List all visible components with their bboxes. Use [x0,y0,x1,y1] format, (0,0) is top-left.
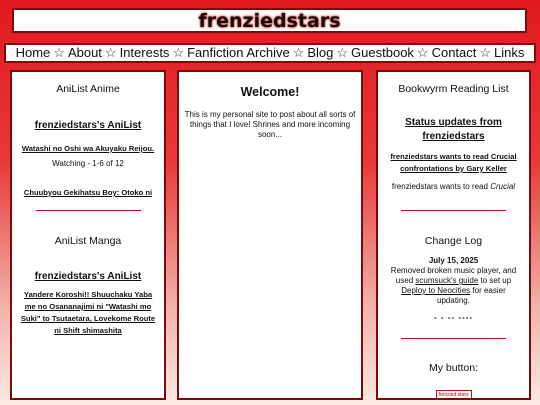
nav-blog[interactable]: Blog [307,45,334,60]
welcome-body: This is my personal site to post about all sorts of things that I love! Shrines and more incoming soon... [184,110,356,139]
anilist-anime-heading: AniList Anime [56,83,120,95]
nav-separator: ☆ [53,45,65,60]
my-button-heading: My button: [428,362,479,374]
section-divider [401,338,506,339]
changelog-entry [378,266,529,306]
changelog-text-mid: to set up [480,276,512,285]
nav-separator: ☆ [292,45,305,60]
anilist-manga-profile-link[interactable]: frenziedstars's AniList [34,271,142,282]
nav-links[interactable]: Links [494,45,525,60]
nav-bar [4,43,536,63]
anime-item-link[interactable]: Watashi no Oshi wa Akuyaku Reijou. [21,144,155,153]
bookwyrm-status-link[interactable]: Status updates from frenziedstars [405,117,502,142]
nav-contact[interactable]: Contact [431,45,477,60]
changelog-link-deploy[interactable]: Deploy to Neocities [401,286,471,295]
nav-separator: ☆ [336,45,349,60]
section-divider [401,210,506,211]
bookwyrm-update-prefix: frenziedstars wants to read [391,182,488,191]
nav-guestbook[interactable]: Guestbook [351,45,414,60]
manga-item-link[interactable]: Yandere Koroshi!! Shuuchaku Yaba me no Osananajimi ni "Watashi mo Suki" to Tsutaetara, Lovekome Route ni Shift shimashita [20,290,156,335]
anilist-anime-profile-link[interactable]: frenziedstars's AniList [34,120,142,131]
welcome-heading: Welcome! [240,85,300,99]
anime-watch-status: Watching - 1-6 of 12 [52,159,124,168]
bookwyrm-update-title: Crucial [490,182,516,191]
anilist-manga-heading: AniList Manga [54,235,122,247]
nav-separator: ☆ [416,45,429,60]
changelog-next-date: - - -- ---- [434,313,473,322]
changelog-link-guide[interactable]: scumsuck's guide [415,276,479,285]
site-title-box [12,8,527,33]
bookwyrm-heading: Bookwyrm Reading List [398,83,509,95]
nav-separator: ☆ [479,45,492,60]
bookwyrm-panel [376,70,531,400]
section-divider [36,210,141,211]
changelog-text-post: for easier updating. [437,286,506,305]
bookwyrm-update-text [378,182,529,191]
nav-separator: ☆ [172,45,185,60]
nav-about[interactable]: About [67,45,102,60]
site-button-image[interactable]: frenzied stars [436,390,472,400]
welcome-panel [177,70,363,400]
nav-separator: ☆ [104,45,117,60]
changelog-heading: Change Log [424,235,483,247]
anilist-panel [10,70,166,400]
bookwyrm-update-link[interactable]: frenziedstars wants to read Crucial confrontations by Gary Keller [390,152,517,173]
anime-item-link[interactable]: Chuubyou Gekihatsu Boy: Otoko ni [23,188,153,197]
changelog-text-pre: Removed broken music player, and used [390,266,517,285]
nav-fanfiction-archive[interactable]: Fanfiction Archive [187,45,290,60]
nav-interests[interactable]: Interests [119,45,170,60]
nav-home[interactable]: Home [15,45,51,60]
site-title: frenziedstars [198,10,341,32]
changelog-date: July 15, 2025 [428,256,479,265]
